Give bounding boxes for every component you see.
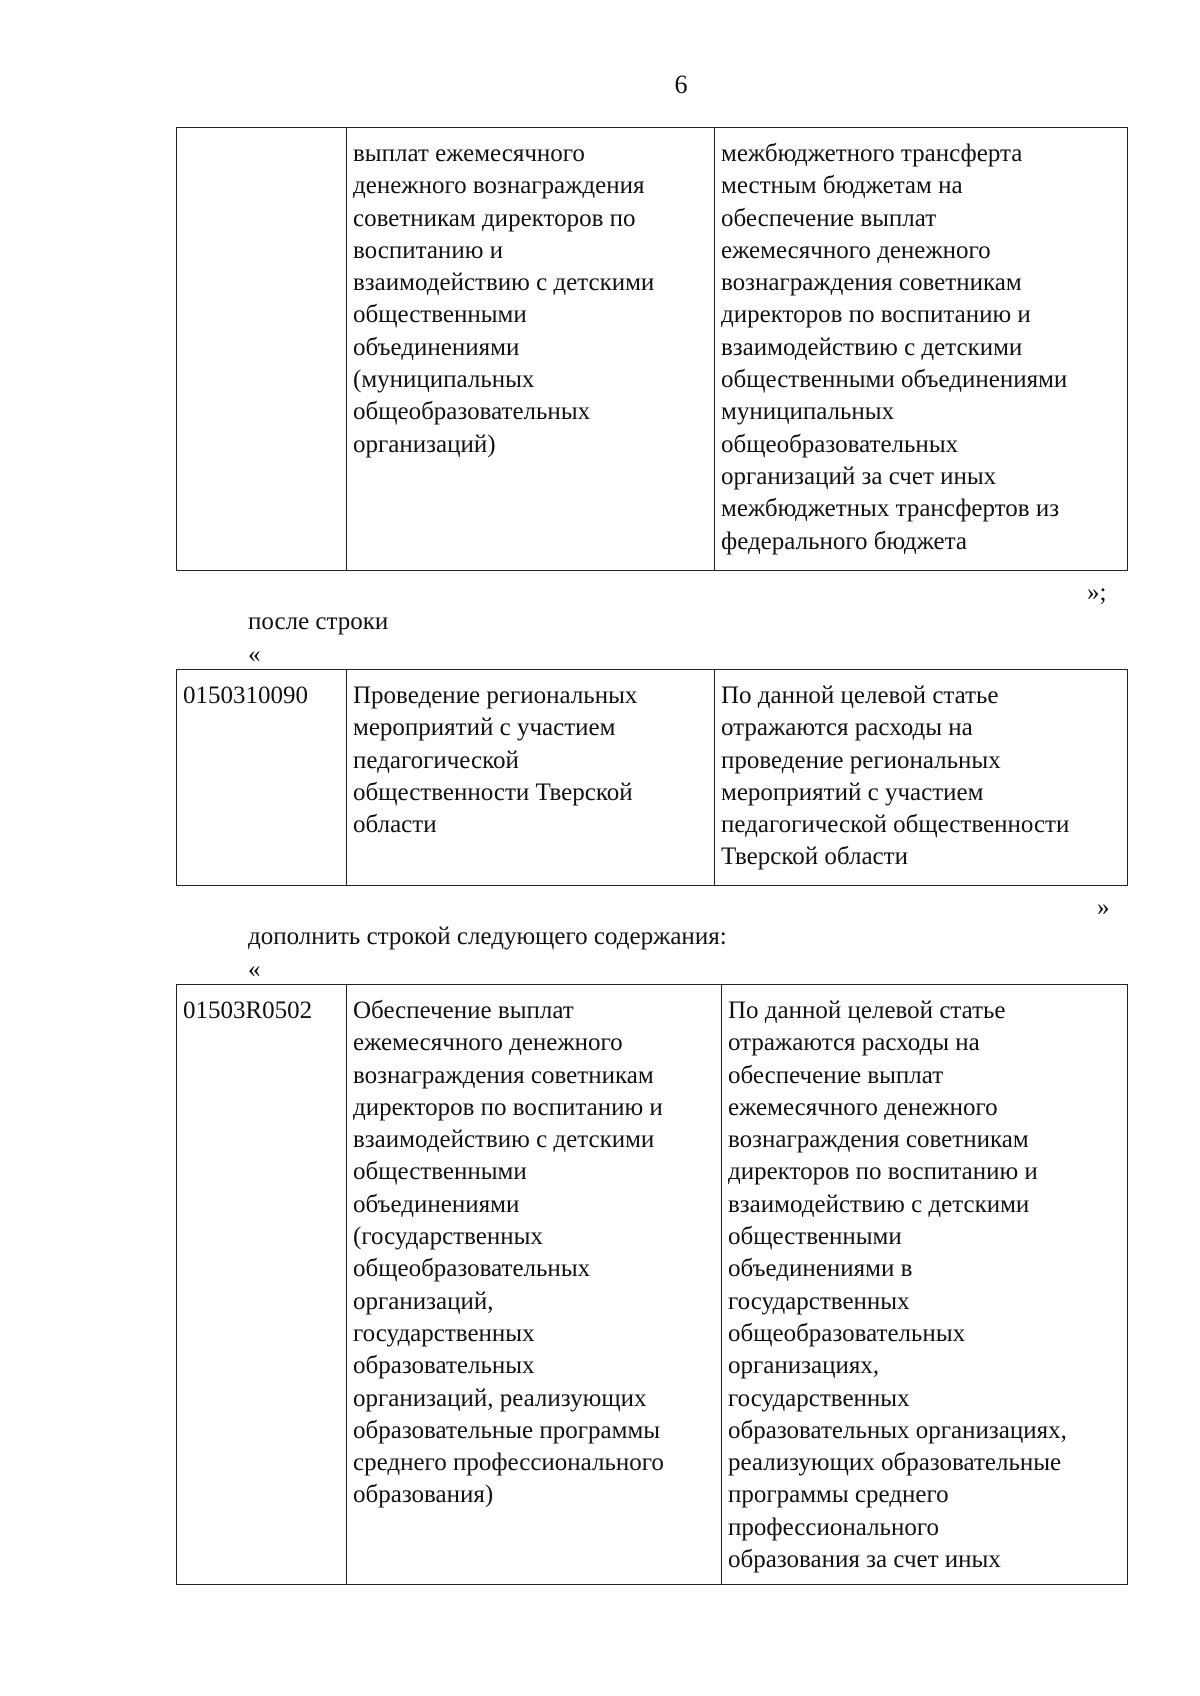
row-code-cell: 0150310090 <box>177 670 347 886</box>
after-row-instruction: после строки <box>248 608 389 635</box>
row-description-cell: По данной целевой статье отражаются расходы на обеспечение выплат ежемесячного денежного вознаграждения советникам директоров по воспитанию и взаимодействию с детскими общественными объединениями в государственных общеобразовательных организациях, государственных образовательных организациях, реализующих образовательные программы среднего профессионального образования за счет иных <box>722 985 1128 1585</box>
row-description-cell: межбюджетного трансферта местным бюджетам на обеспечение выплат ежемесячного денежного вознаграждения советникам директоров по воспитанию и взаимодействию с детскими общественными объединениями муниципальных общеобразовательных организаций за счет иных межбюджетных трансфертов из федерального бюджета <box>715 128 1128 571</box>
add-row-instruction: дополнить строкой следующего содержания: <box>248 923 727 950</box>
table-row <box>177 670 1128 886</box>
continued-row-table <box>176 127 1128 571</box>
closing-quote: »; <box>1087 579 1107 606</box>
opening-quote: « <box>248 956 261 983</box>
closing-quote: » <box>1097 894 1110 921</box>
row-code-cell: 01503R0502 <box>177 985 347 1585</box>
opening-quote: « <box>248 641 261 668</box>
page-number: 6 <box>674 70 688 99</box>
new-row-table <box>176 984 1128 1585</box>
row-name-cell: Обеспечение выплат ежемесячного денежного вознаграждения советникам директоров по воспитанию и взаимодействию с детскими общественными объединениями (государственных общеобразовательных организаций, государственных образовательных организаций, реализующих образовательные программы среднего профессионального образования) <box>347 985 722 1585</box>
row-description-cell: По данной целевой статье отражаются расходы на проведение региональных мероприятий с участием педагогической общественности Тверской области <box>715 670 1128 886</box>
table-row <box>177 985 1128 1585</box>
row-name-cell: выплат ежемесячного денежного вознаграждения советникам директоров по воспитанию и взаимодействию с детскими общественными объединениями (муниципальных общеобразовательных организаций) <box>347 128 715 571</box>
row-name-cell: Проведение региональных мероприятий с участием педагогической общественности Тверской области <box>347 670 715 886</box>
row-code-cell <box>177 128 347 571</box>
reference-row-table <box>176 669 1128 886</box>
table-row <box>177 128 1128 571</box>
